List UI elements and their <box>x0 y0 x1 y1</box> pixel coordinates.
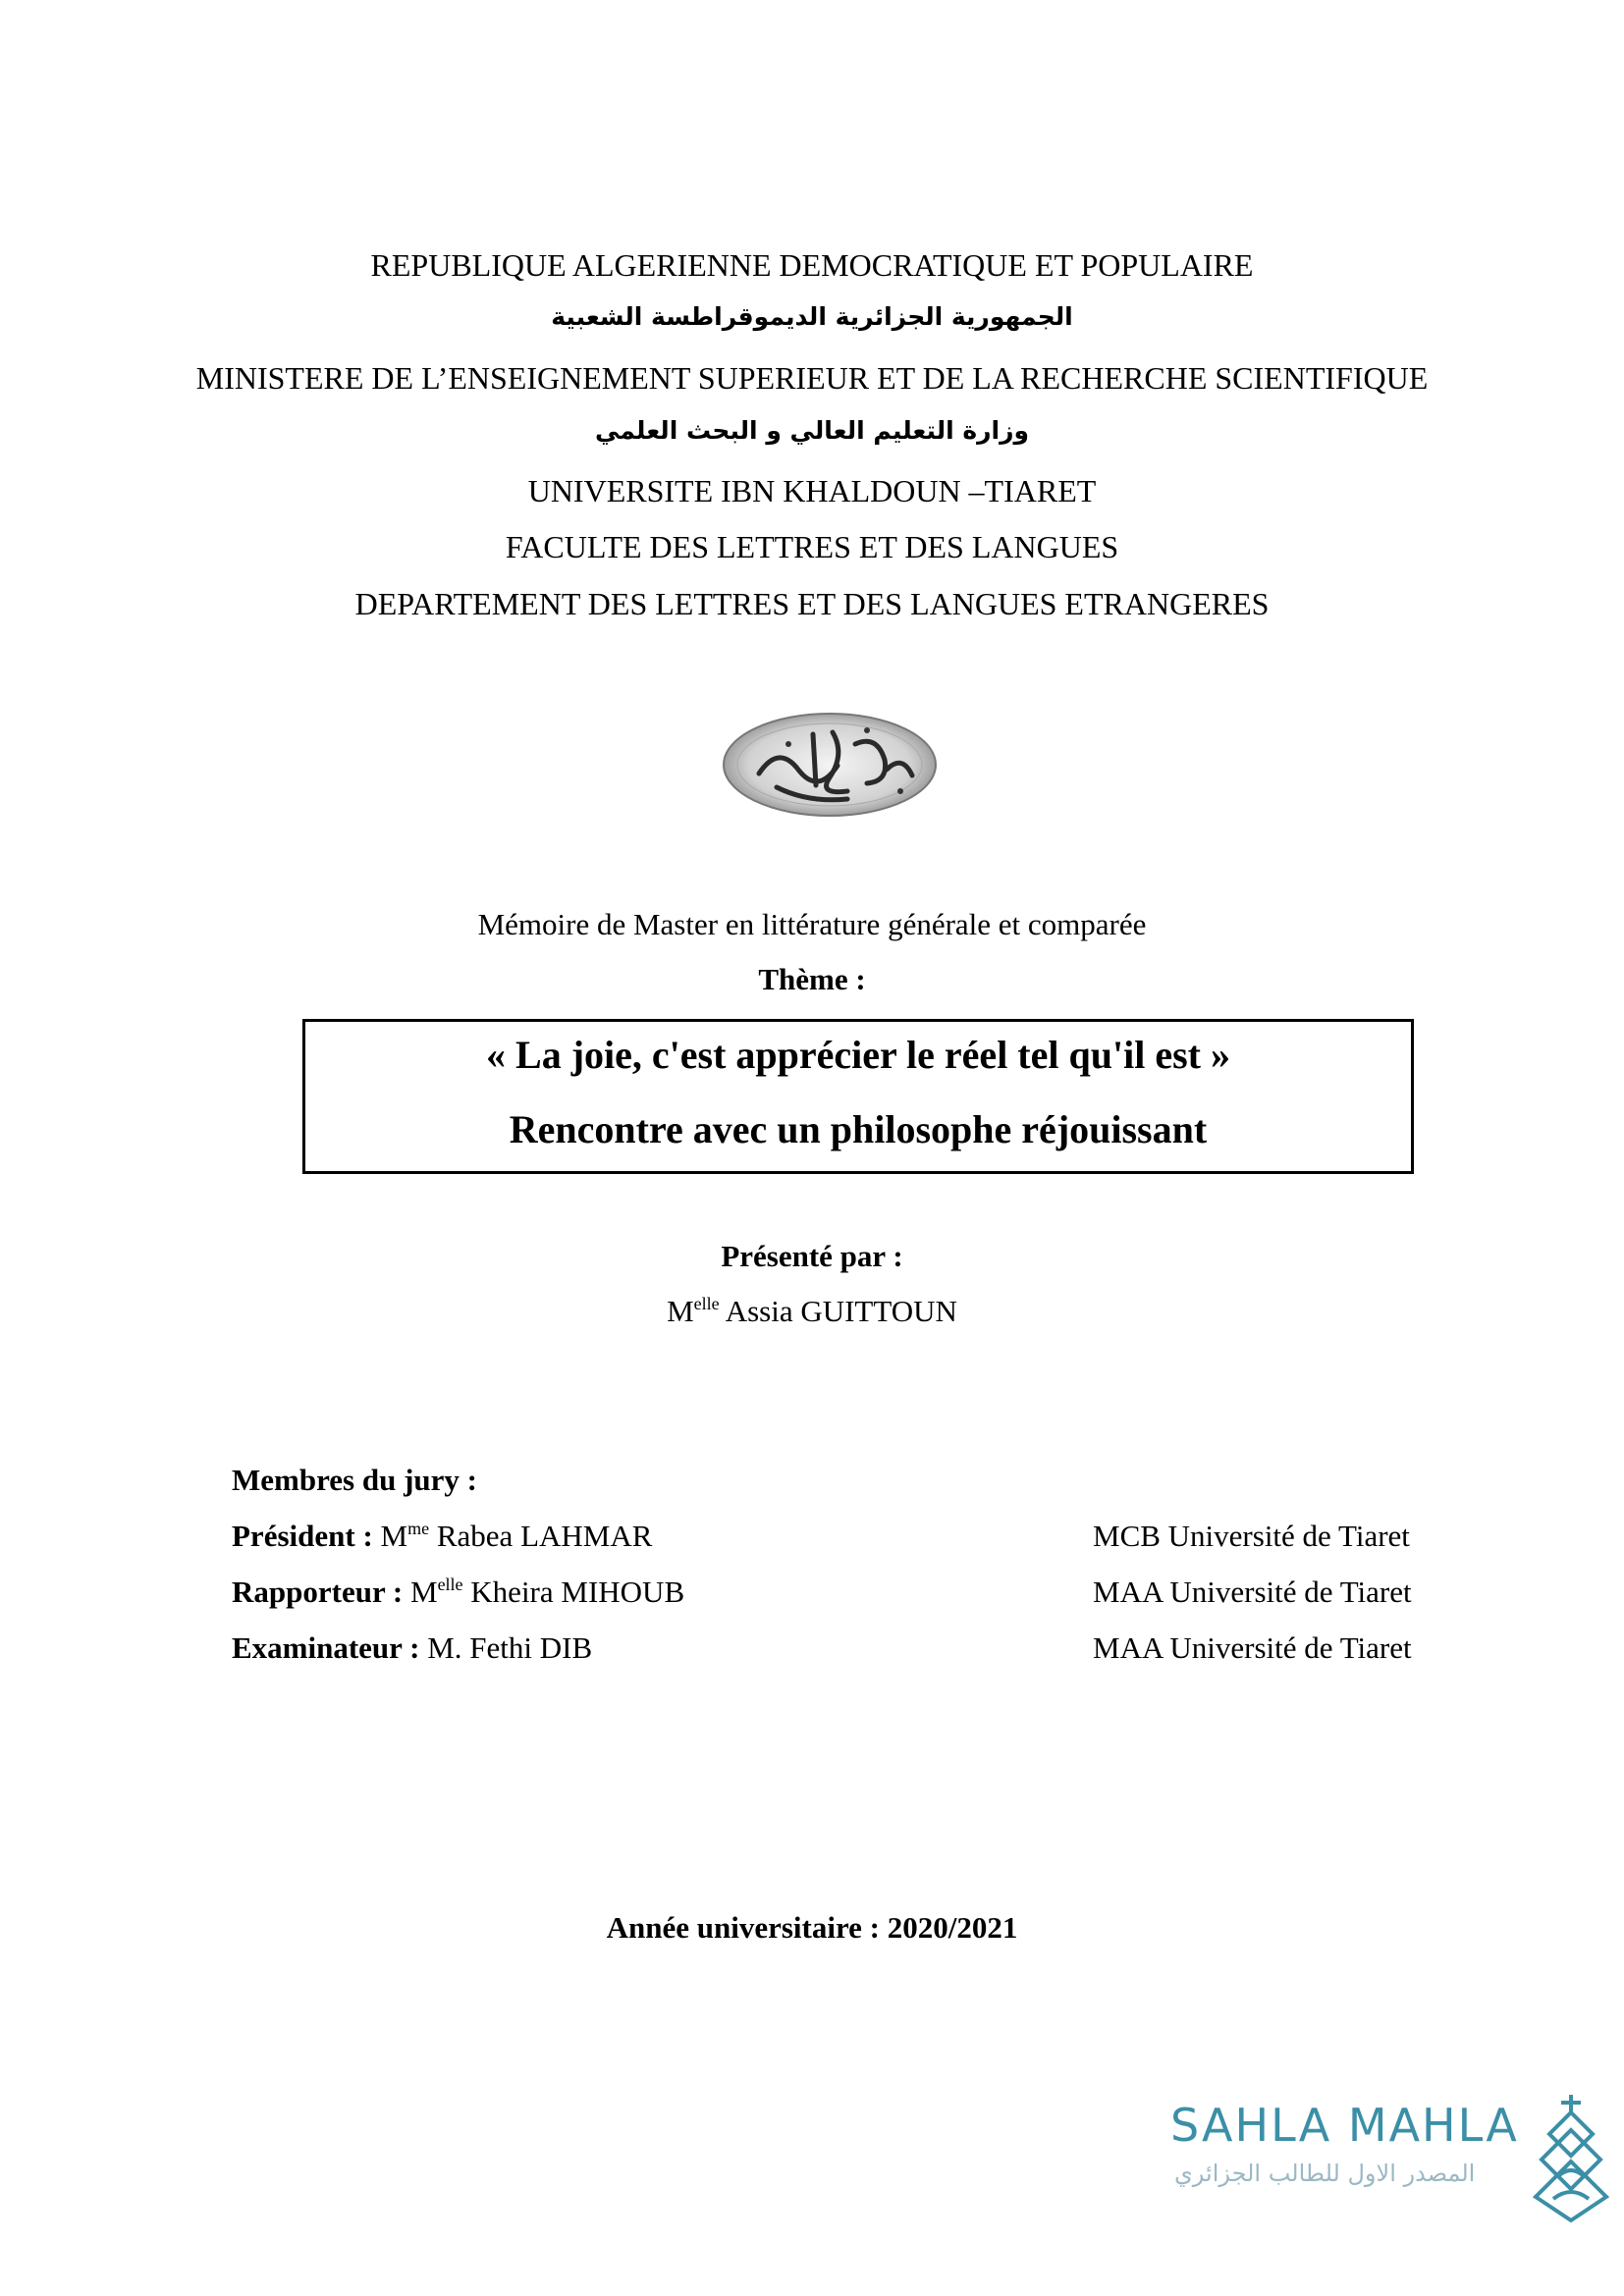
academic-year: Année universitaire : 2020/2021 <box>606 1910 1018 1945</box>
university-logo-icon <box>720 705 940 821</box>
jury-title-sup: me <box>407 1519 430 1538</box>
theme-title-box <box>302 1019 1414 1174</box>
jury-affiliation: MCB Université de Tiaret <box>1093 1519 1410 1553</box>
jury-member-president <box>232 1519 652 1554</box>
jury-member-examinateur <box>232 1630 592 1666</box>
jury-title: M. Fethi DIB <box>419 1630 593 1665</box>
jury-name: Kheira MIHOUB <box>462 1575 685 1609</box>
degree-line: Mémoire de Master en littérature générale et comparée <box>477 907 1147 941</box>
department-heading: DEPARTEMENT DES LETTRES ET DES LANGUES ETRANGERES <box>354 586 1270 621</box>
sahla-mahla-watermark <box>1170 2099 1612 2236</box>
jury-name: Rabea LAHMAR <box>429 1519 653 1553</box>
republic-heading-arabic: الجمهورية الجزائرية الديموقراطسة الشعبية <box>551 302 1073 331</box>
presenter-title-sup: elle <box>693 1294 720 1313</box>
theme-label: Thème : <box>758 962 866 996</box>
presented-by-label: Présenté par : <box>721 1239 903 1273</box>
jury-title: M <box>403 1575 438 1609</box>
jury-role: Rapporteur : <box>232 1575 404 1609</box>
ministry-heading: MINISTERE DE L’ENSEIGNEMENT SUPERIEUR ET DE LA RECHERCHE SCIENTIFIQUE <box>195 360 1429 396</box>
jury-title-sup: elle <box>437 1575 463 1594</box>
jury-affiliation: MAA Université de Tiaret <box>1093 1630 1412 1665</box>
jury-label: Membres du jury : <box>232 1463 477 1497</box>
jury-role: Président : <box>232 1519 373 1553</box>
jury-role: Examinateur : <box>232 1630 420 1665</box>
presenter-name <box>0 1294 1624 1329</box>
theme-title-line-2: Rencontre avec un philosophe réjouissant <box>509 1107 1208 1151</box>
presenter-title: M <box>667 1294 694 1328</box>
jury-title: M <box>372 1519 408 1553</box>
theme-title-line-1: « La joie, c'est apprécier le réel tel qu'il est » <box>486 1033 1230 1077</box>
watermark-tagline: المصدر الاول للطالب الجزائري <box>1174 2160 1476 2187</box>
presenter-fullname: Assia GUITTOUN <box>719 1294 957 1328</box>
sahla-mahla-emblem-icon <box>1532 2091 1610 2224</box>
jury-affiliation: MAA Université de Tiaret <box>1093 1575 1412 1609</box>
ministry-heading-arabic: وزارة التعليم العالي و البحث العلمي <box>594 416 1030 445</box>
faculty-heading: FACULTE DES LETTRES ET DES LANGUES <box>505 529 1119 564</box>
jury-member-rapporteur <box>232 1575 684 1610</box>
university-heading: UNIVERSITE IBN KHALDOUN –TIARET <box>527 473 1097 508</box>
republic-heading: REPUBLIQUE ALGERIENNE DEMOCRATIQUE ET POPULAIRE <box>370 247 1254 283</box>
watermark-brand: SAHLA MAHLA <box>1170 2099 1519 2152</box>
